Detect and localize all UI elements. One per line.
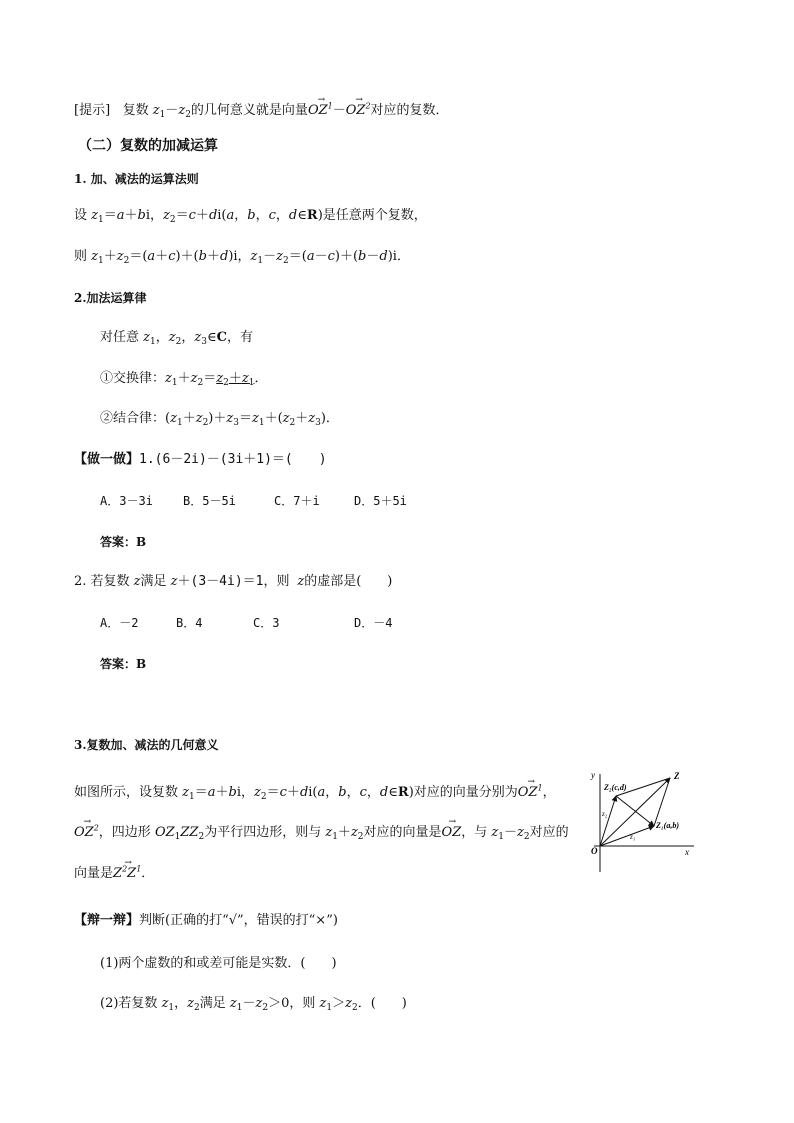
exercise-1-question: 1.(6－2i)－(3i＋1)＝( )	[139, 452, 327, 467]
option-a: A．－2	[100, 616, 139, 630]
vector-z2z1-arrow	[616, 796, 654, 826]
discuss-tag: 【辩一辩】	[74, 913, 140, 928]
laws-intro: 对任意 $z_1$，$z_2$，$z_3\in C$，有	[100, 330, 253, 347]
option-d: D．5＋5i	[354, 494, 407, 508]
origin-label: O	[591, 846, 598, 856]
point-z-label: Z	[674, 771, 680, 781]
vector-oz1-arrow	[600, 826, 654, 846]
option-a: A．3－3i	[100, 494, 153, 508]
section-title: （二）复数的加减运算	[78, 138, 218, 154]
hint-tag: [提示]	[74, 103, 111, 118]
subsection-2-title: 2.加法运算律	[74, 291, 147, 305]
edge-z1-label: z₁	[630, 833, 636, 841]
point-z2-label: Z₂(c,d)	[604, 783, 627, 792]
discuss-item-2: (2)若复数 $z_1$，$z_2$满足 $z_1-z_2>0$，则 $z_1>z_2$．( )	[100, 996, 407, 1013]
subsection-1-title: 1. 加、减法的运算法则	[74, 172, 199, 186]
rule-line: 则 $z_1+z_2=(a+c)+(b+d)i$，$z_1-z_2=(a-c)+(b-d)i$．	[74, 249, 410, 266]
exercise-2-answer: 答案：B	[100, 657, 147, 671]
geometry-paragraph-line-1: 如图所示，设复数 $z_1=a+bi$，$z_2=c+di(a$，b，c，d∈R)对应的向量分别为→ $OZ^1$，	[74, 784, 556, 802]
subsection-3-title: 3.复数加、减法的几何意义	[74, 738, 219, 752]
point-z1-label: Z₁(a,b)	[656, 821, 680, 830]
exercise-tag: 【做一做】	[74, 452, 140, 467]
parallelogram-figure	[590, 770, 700, 875]
exercise-2: 2. 若复数 z满足 z＋(3－4i)＝1，则 z的虚部是( )	[74, 574, 393, 589]
discuss-header: 【辩一辩】判断(正确的打“√”，错误的打“×”)	[74, 913, 338, 928]
exercise-1-answer: 答案：B	[100, 535, 147, 549]
associative-law: ②结合律：$(z_1+z_2)+z_3=z_1+(z_2+z_3)$．	[100, 411, 339, 428]
geometry-paragraph-line-3: 向量是→ $Z^2Z^1$．	[74, 865, 154, 883]
option-b: B．5－5i	[183, 494, 236, 508]
discuss-item-1: (1)两个虚数的和或差可能是实数．( )	[100, 956, 337, 971]
definition-line: 设 $z_1=a+bi$，$z_2=c+di(a$，b，c，d∈R)是任意两个复数，	[74, 208, 427, 225]
vector-oz1: → $OZ^1$	[308, 102, 333, 120]
option-d: D．－4	[354, 616, 393, 630]
exercise-1	[74, 451, 327, 469]
vector-oz2: → $OZ^2$	[346, 102, 371, 120]
x-axis-label: x	[685, 847, 689, 857]
vector-oz1: → $OZ^1$	[518, 784, 543, 802]
edge-z2-label: z₂	[602, 810, 608, 818]
vector-z2z1: → $Z^2Z^1$	[113, 865, 141, 883]
option-b: B．4	[176, 616, 203, 630]
vector-oz2: → $OZ^2$	[74, 824, 99, 842]
option-c: C．3	[253, 616, 280, 630]
option-c: C．7＋i	[274, 494, 320, 508]
y-axis-label: y	[591, 770, 595, 780]
commutative-law: ①交换律：$z_1+z_2=z_2+z_1$．	[100, 371, 268, 388]
vector-oz: → OZ	[442, 824, 462, 842]
hint-line: [提示] 复数 $z_1-z_2$的几何意义就是向量→ $OZ^1-\to OZ^2$对应的复数．	[74, 102, 449, 120]
geometry-paragraph-line-2: → $OZ^2$，四边形 $OZ_1ZZ_2$为平行四边形，则与 $z_1+z_2$对应的向量是→ OZ，与 $z_1-z_2$对应的	[74, 824, 569, 842]
